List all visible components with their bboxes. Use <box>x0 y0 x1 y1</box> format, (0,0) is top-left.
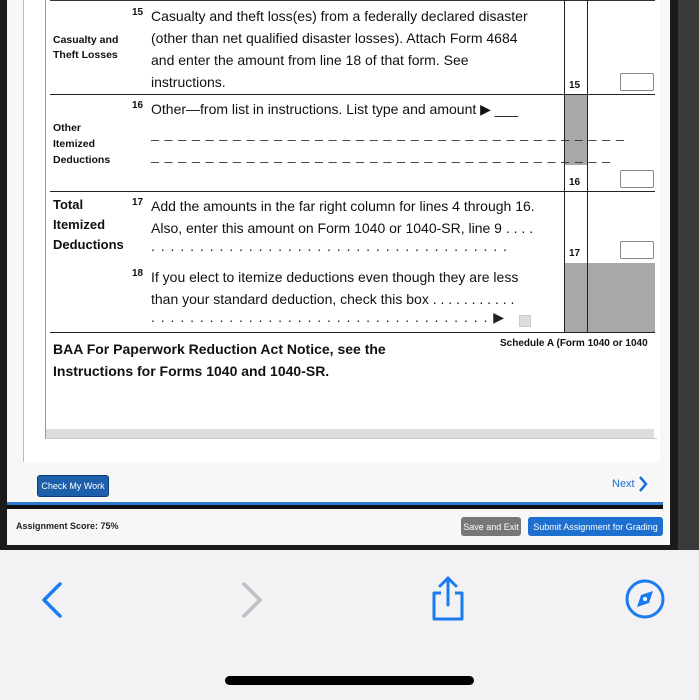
share-icon[interactable] <box>429 575 467 623</box>
line-15-input[interactable] <box>620 73 654 91</box>
schedule-footer: Schedule A (Form 1040 or 1040 <box>500 338 648 349</box>
line-number: 15 <box>132 7 144 18</box>
dashed-entry-line[interactable]: _ _ _ _ _ _ _ _ _ _ _ _ _ _ _ _ _ _ _ _ _ _ _ _ _ _ _ _ _ _ _ _ _ _ <box>151 147 612 163</box>
box-number: 16 <box>569 177 581 188</box>
shaded-cell <box>588 263 655 332</box>
line-number: 17 <box>132 197 144 208</box>
box-number: 15 <box>569 80 581 91</box>
baa-notice: BAA For Paperwork Reduction Act Notice, see the Instructions for Forms 1040 and 1040-SR. <box>53 341 386 379</box>
forward-icon <box>238 580 266 620</box>
line-15-text-3: and enter the amount from line 18 of that form. See <box>151 52 469 68</box>
compass-icon[interactable] <box>624 578 666 620</box>
back-icon[interactable] <box>38 580 66 620</box>
line-16-text: Other—from list in instructions. List type and amount ▶ ___ <box>151 101 519 117</box>
assignment-score: Assignment Score: 75% <box>16 521 119 531</box>
line-15-text-4: instructions. <box>151 74 226 90</box>
section-total: Total Itemized Deductions <box>53 197 124 252</box>
line-15-text-2: (other than net qualified disaster losses). Attach Form 4684 <box>151 30 518 46</box>
box-number: 17 <box>569 248 581 259</box>
chevron-right-icon <box>638 475 648 493</box>
horizontal-scrollbar[interactable] <box>46 429 654 438</box>
save-and-exit-button[interactable]: Save and Exit <box>461 517 521 536</box>
section-casualty: Casualty and Theft Losses <box>53 34 119 61</box>
submit-assignment-button[interactable]: Submit Assignment for Grading <box>528 517 663 536</box>
next-label: Next <box>612 478 635 490</box>
line-18-text-2: than your standard deduction, check this box . . . . . . . . . . . <box>151 291 515 307</box>
divider <box>7 505 663 509</box>
line-17-text-2: Also, enter this amount on Form 1040 or 1040-SR, line 9 . . . . <box>151 220 534 236</box>
leader-dots: . . . . . . . . . . . . . . . . . . . . . . . . . . . . . . . . . . . ▶ <box>151 309 506 325</box>
line-17-text-1: Add the amounts in the far right column for lines 4 through 16. <box>151 198 535 214</box>
section-other: Other Itemized Deductions <box>53 122 111 166</box>
dashed-entry-line[interactable]: _ _ _ _ _ _ _ _ _ _ _ _ _ _ _ _ _ _ _ _ _ _ _ _ _ _ _ _ _ _ _ _ _ _ _ <box>151 125 625 141</box>
itemize-checkbox[interactable] <box>519 315 531 327</box>
home-indicator <box>225 676 474 685</box>
line-15-text-1: Casualty and theft loss(es) from a federally declared disaster <box>151 8 528 24</box>
line-17-input[interactable] <box>620 241 654 259</box>
line-number: 16 <box>132 100 144 111</box>
check-my-work-button[interactable]: Check My Work <box>37 475 109 497</box>
leader-dots: . . . . . . . . . . . . . . . . . . . . . . . . . . . . . . . . . . . . . <box>151 238 508 254</box>
line-16-input[interactable] <box>620 170 654 188</box>
next-button[interactable] <box>612 475 648 493</box>
scrollbar-track[interactable] <box>678 0 699 550</box>
shaded-cell <box>565 263 587 332</box>
line-18-text-1: If you elect to itemize deductions even though they are less <box>151 269 519 285</box>
line-number: 18 <box>132 268 144 279</box>
